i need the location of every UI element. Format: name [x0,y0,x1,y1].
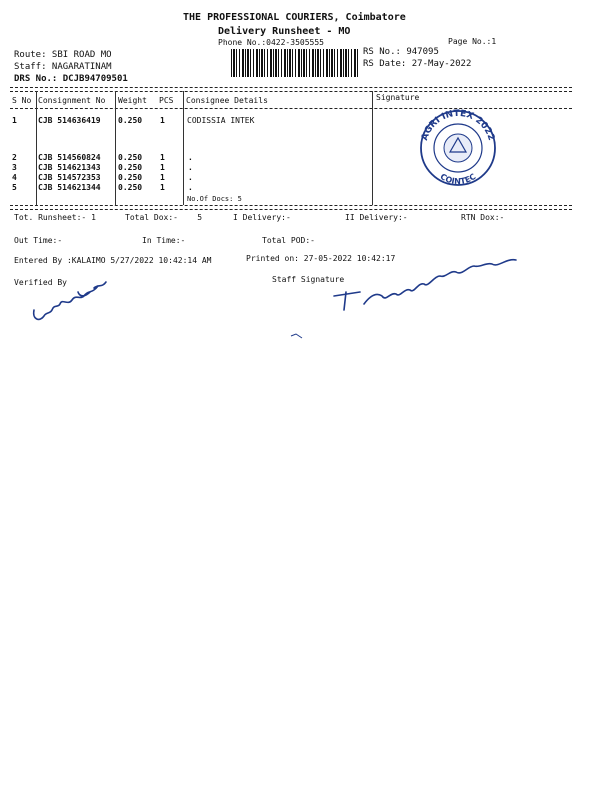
row-weight: 0.250 [118,163,143,172]
printed-on: Printed on: 27-05-2022 10:42:17 [246,254,396,263]
in-time: In Time:- [142,236,186,245]
staff-signature-script: T. Nagarathinam [366,307,383,309]
table-top-rule-2 [10,91,572,92]
table-top-rule [10,87,572,88]
entered-by: Entered By :KALAIMO 5/27/2022 10:42:14 AM [14,256,212,265]
document-title: Delivery Runsheet - MO [218,26,351,37]
out-time: Out Time:- [14,236,63,245]
row-sno: 5 [12,183,17,192]
row-consignment: CJB 514621344 [38,183,101,192]
staff-signature [330,252,530,312]
row-details: . [188,183,193,192]
verifier-signature [28,270,128,330]
row-weight: 0.250 [118,153,143,162]
row-details: CODISSIA INTEK [187,116,255,125]
row-pcs: 1 [160,163,165,172]
table-bottom-rule [10,205,572,206]
table-bottom-rule-2 [10,209,572,210]
col-header-pcs: PCS [159,96,174,105]
route: Route: SBI ROAD MO [14,50,112,60]
row-weight: 0.250 [118,173,143,182]
row-details: . [188,163,193,172]
table-row [0,116,600,127]
row-consignment: CJB 514636419 [38,116,101,125]
barcode [231,49,359,77]
col-header-consignment: Consignment No [38,96,106,105]
staff-signature-label: Staff Signature [272,275,345,284]
agri-intex-stamp [412,108,504,188]
row-sno: 2 [12,153,17,162]
total-runsheet: Tot. Runsheet:- 1 [14,213,96,222]
col-header-consignee: Consignee Details [186,96,268,105]
page-number: Page No.:1 [448,37,497,46]
company-title: THE PROFESSIONAL COURIERS, Coimbatore [183,12,406,23]
stamp-top-text: AGRI INTEX 2022 [419,108,497,142]
ii-delivery: II Delivery:- [345,213,408,222]
total-pod: Total POD:- [262,236,315,245]
pen-mark [290,332,304,340]
stamp-bottom-text: COINTEC [438,171,478,187]
row-pcs: 1 [160,183,165,192]
row-pcs: 1 [160,153,165,162]
row-consignment: CJB 514621343 [38,163,101,172]
phone-number: Phone No.:0422-3505555 [218,38,324,47]
row-sno: 3 [12,163,17,172]
row-details: . [188,173,193,182]
total-dox: Total Dox:- 5 [125,213,203,222]
verified-by-label: Verified By [14,278,67,287]
row-sno: 4 [12,173,17,182]
row-weight: 0.250 [118,183,143,192]
row-consignment: CJB 514560824 [38,153,101,162]
staff: Staff: NAGARATINAM [14,62,112,72]
row-sno: 1 [12,116,17,125]
table-row [0,183,600,194]
row-consignment: CJB 514572353 [38,173,101,182]
row-pcs: 1 [160,173,165,182]
row-pcs: 1 [160,116,165,125]
row-details: . [188,153,193,162]
col-header-signature: Signature [376,93,420,102]
drs-number: DRS No.: DCJB94709501 [14,74,128,84]
rs-number: RS No.: 947095 [363,47,439,57]
rs-date: RS Date: 27-May-2022 [363,59,472,69]
rtn-dox: RTN Dox:- [461,213,505,222]
no-of-docs: No.Of Docs: 5 [187,195,242,203]
row-weight: 0.250 [118,116,143,125]
col-header-sno: S No [12,96,32,105]
i-delivery: I Delivery:- [233,213,291,222]
col-header-weight: Weight [118,96,147,105]
svg-text:COINTEC [439,172,478,186]
